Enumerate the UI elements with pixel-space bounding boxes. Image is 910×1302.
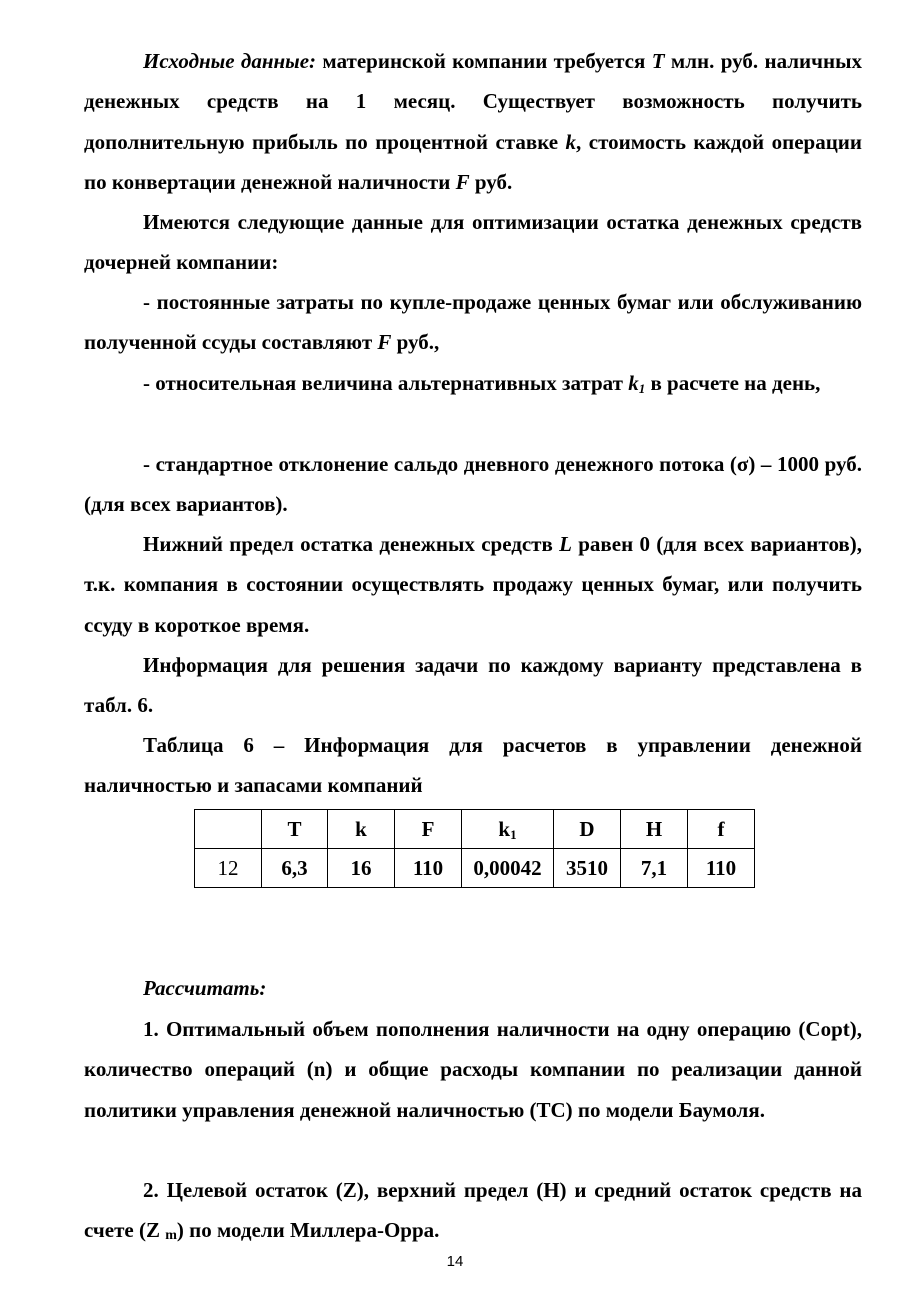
std-deviation-item: - стандартное отклонение сальдо дневного денежного потока (σ) – 1000 руб. (для всех вариантов). [84,452,862,517]
alternative-costs-item: - относительная величина альтернативных затрат $k_1$ в расчете на день, [143,371,821,396]
fixed-costs-item: - постоянные затраты по купле-продаже ценных бумаг или обслуживанию полученной ссуды составляют F руб., [84,290,862,355]
page-number: 14 [446,1253,464,1270]
header-cell-empty [195,810,262,849]
variant-cell: 12 [195,849,262,888]
task-item-1: 1. Оптимальный объем пополнения наличности на одну операцию (Copt), количество операций (n) и общие расходы компании по реализации данной политики управления денежной наличностью (TC) по модели Баумоля. [84,1017,862,1122]
initial-data-paragraph: Исходные данные: материнской компании требуется T млн. руб. наличных денежных средств на 1 месяц. Существует возможность получить дополнительную прибыль по процентной ставке k, стоимость каждой операции по конвертации денежной наличности F руб. [84,49,862,194]
table-header-row [195,810,755,849]
subsidiary-data-paragraph: Имеются следующие данные для оптимизации остатка денежных средств дочерней компании: [84,210,862,275]
header-cell-H: H [621,810,688,849]
header-cell-k1: $k_1$ [462,810,554,849]
value-cell-f: 110 [688,849,755,888]
data-table [194,809,755,888]
table-reference-paragraph: Информация для решения задачи по каждому варианту представлена в табл. 6. [84,653,862,718]
table-caption: Таблица 6 – Информация для расчетов в управлении денежной наличностью и запасами компаний [84,733,862,798]
header-cell-k: k [328,810,395,849]
value-cell-k1: 0,00042 [462,849,554,888]
value-cell-F: 110 [395,849,462,888]
header-cell-T: T [262,810,328,849]
value-cell-D: 3510 [554,849,621,888]
initial-data-label: Исходные данные: [143,49,317,73]
value-cell-k: 16 [328,849,395,888]
table-row [195,849,755,888]
value-cell-T: 6,3 [262,849,328,888]
value-cell-H: 7,1 [621,849,688,888]
header-cell-f: f [688,810,755,849]
header-cell-D: D [554,810,621,849]
header-cell-F: F [395,810,462,849]
task-item-2: 2. Целевой остаток (Z), верхний предел (H) и средний остаток средств на счете (Z m) по модели Миллера-Орра. [84,1178,862,1244]
calculate-heading: Рассчитать: [143,976,267,1000]
lower-limit-paragraph: Нижний предел остатка денежных средств L равен 0 (для всех вариантов), т.к. компания в состоянии осуществлять продажу ценных бумаг, или получить ссуду в короткое время. [84,532,863,637]
